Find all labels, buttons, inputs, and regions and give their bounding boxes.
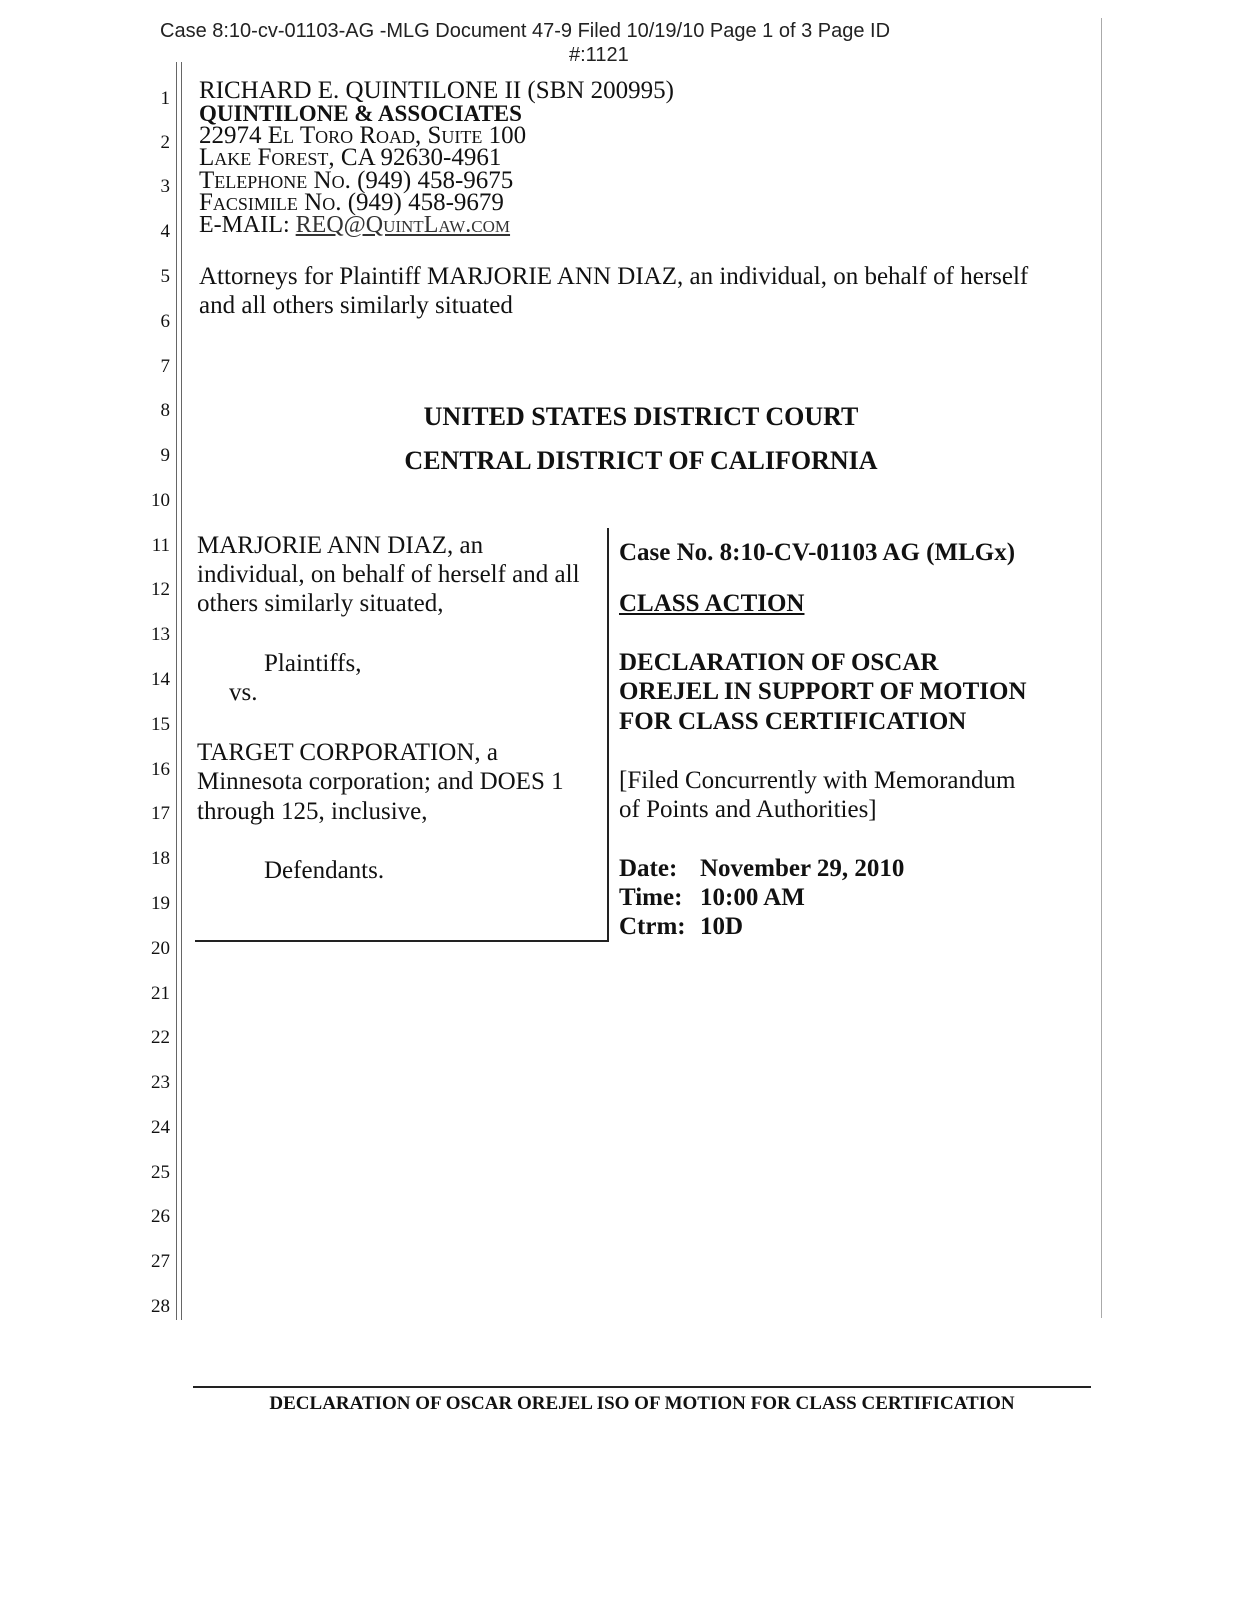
filed-concurrently-line-1: [Filed Concurrently with Memorandum [619, 767, 1016, 794]
line-number: 26 [151, 1206, 170, 1227]
line-number: 2 [160, 132, 170, 153]
line-number: 23 [151, 1072, 170, 1093]
filed-concurrently-line-2: of Points and Authorities] [619, 796, 877, 823]
line-number: 20 [151, 938, 170, 959]
court-name: UNITED STATES DISTRICT COURT [423, 402, 859, 431]
hearing-date-value: November 29, 2010 [700, 855, 905, 882]
left-margin-rule-inner [181, 62, 182, 1320]
line-number: 13 [151, 624, 170, 645]
defendant-line-2: Minnesota corporation; and DOES 1 [197, 768, 564, 795]
hearing-time-value: 10:00 AM [700, 884, 805, 911]
plaintiff-line-3: others similarly situated, [197, 590, 444, 617]
line-number: 1 [160, 88, 170, 109]
line-number: 25 [151, 1162, 170, 1183]
address-line-2: Lake Forest, CA 92630-4961 [199, 144, 502, 171]
footer-rule [193, 1386, 1091, 1388]
hearing-date-label: Date: [619, 855, 678, 882]
filing-header: Case 8:10-cv-01103-AG -MLG Document 47-9 Filed 10/19/10 Page 1 of 3 Page ID [160, 20, 891, 42]
line-number: 12 [151, 579, 170, 600]
email-label: E-MAIL: [199, 212, 296, 238]
firm-name: QUINTILONE & ASSOCIATES [199, 101, 522, 126]
line-number: 14 [151, 669, 170, 690]
line-number: 3 [160, 176, 170, 197]
line-number: 18 [151, 848, 170, 869]
line-number: 6 [160, 311, 170, 332]
line-number: 27 [151, 1251, 170, 1272]
caption-bottom-rule [195, 940, 609, 942]
line-number: 17 [151, 803, 170, 824]
attorney-name: RICHARD E. QUINTILONE II (SBN 200995) [199, 77, 674, 104]
attorneys-for-line-2: and all others similarly situated [199, 292, 513, 319]
case-number: Case No. 8:10-CV-01103 AG (MLGx) [619, 539, 1016, 566]
defendant-line-3: through 125, inclusive, [197, 798, 428, 825]
line-number: 21 [151, 983, 170, 1004]
defendant-line-1: TARGET CORPORATION, a [197, 739, 499, 766]
left-margin-rule-outer [176, 62, 177, 1320]
courtroom-label: Ctrm: [619, 913, 686, 940]
line-number: 7 [160, 356, 170, 377]
address-line-1: 22974 El Toro Road, Suite 100 [199, 122, 527, 149]
telephone: Telephone No. (949) 458-9675 [199, 167, 514, 194]
document-title-line-1: DECLARATION OF OSCAR [619, 649, 939, 676]
line-number: 28 [151, 1296, 170, 1317]
line-number: 22 [151, 1027, 170, 1048]
line-number: 16 [151, 759, 170, 780]
right-margin-rule [1101, 18, 1102, 1318]
line-number: 8 [160, 400, 170, 421]
page-id-number: #:1121 [569, 44, 629, 66]
footer-title: DECLARATION OF OSCAR OREJEL ISO OF MOTION FOR CLASS CERTIFICATION [269, 1393, 1015, 1414]
class-action-heading: CLASS ACTION [619, 590, 805, 617]
line-number: 19 [151, 893, 170, 914]
hearing-time-label: Time: [619, 884, 683, 911]
versus: vs. [229, 679, 258, 706]
courtroom-value: 10D [700, 913, 744, 940]
plaintiffs-label: Plaintiffs, [264, 650, 362, 677]
line-number: 10 [151, 490, 170, 511]
line-number: 15 [151, 714, 170, 735]
plaintiff-line-2: individual, on behalf of herself and all [197, 561, 580, 588]
email-line [199, 213, 510, 237]
line-number: 9 [160, 445, 170, 466]
line-number: 11 [151, 535, 170, 556]
caption-divider [607, 528, 609, 942]
attorneys-for-line-1: Attorneys for Plaintiff MARJORIE ANN DIAZ, an individual, on behalf of herself [199, 263, 1029, 290]
facsimile: Facsimile No. (949) 458-9679 [199, 189, 504, 216]
email-link[interactable]: REQ@QuintLaw.com [295, 212, 511, 238]
court-district: CENTRAL DISTRICT OF CALIFORNIA [404, 446, 878, 475]
document-title-line-2: OREJEL IN SUPPORT OF MOTION [619, 678, 1027, 705]
line-number: 5 [160, 266, 170, 287]
plaintiff-line-1: MARJORIE ANN DIAZ, an [197, 532, 484, 559]
defendants-label: Defendants. [264, 857, 385, 884]
document-title-line-3: FOR CLASS CERTIFICATION [619, 708, 967, 735]
line-number: 4 [160, 221, 170, 242]
line-number: 24 [151, 1117, 170, 1138]
